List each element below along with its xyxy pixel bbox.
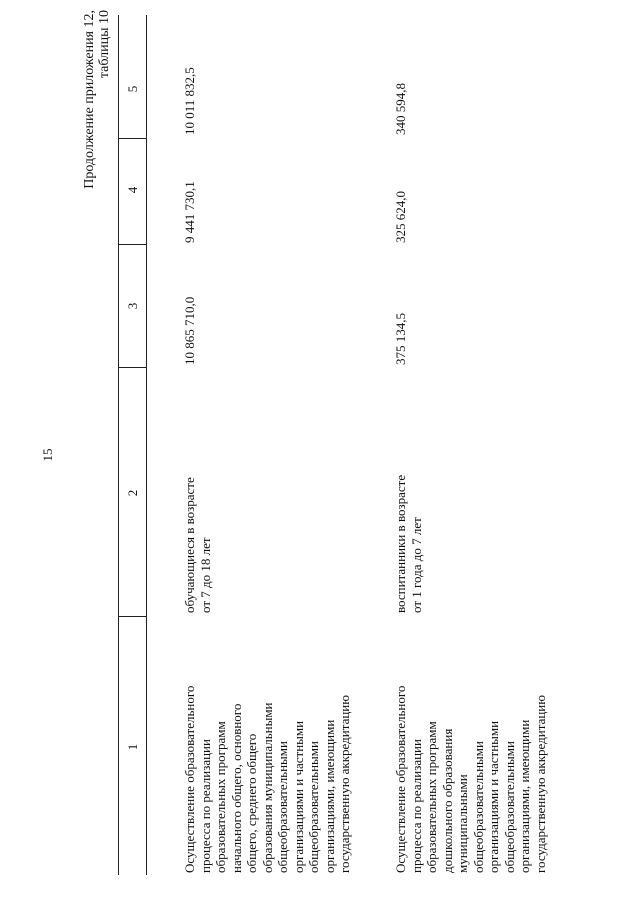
row-2-activity-line: образовательных программ [424, 721, 439, 873]
continuation-line-1: Продолжение приложения 12, [82, 10, 97, 189]
row-2-col5-value: 340 594,8 [393, 83, 408, 135]
header-separator-4 [118, 138, 146, 139]
row-1-activity-line: государственную аккредитацию [337, 695, 352, 873]
row-1-activity-line: начального общего, основного [228, 703, 244, 873]
continuation-header [82, 10, 112, 250]
row-1-recipients [182, 373, 213, 613]
row-2-recipients-line: воспитанники в возрасте [393, 474, 408, 613]
row-2-activity-line: дошкольного образования [439, 728, 455, 873]
row-2-activity-line: процесса по реализации [408, 739, 424, 873]
row-2-activity-line: организациями и частными [486, 720, 501, 873]
header-separator-1 [118, 616, 146, 617]
row-1-activity-line: организациями и частными [290, 720, 306, 873]
row-1-activity-line: Осуществление образовательного [182, 685, 197, 873]
row-1-activity-line: общего, среднего общего [244, 733, 259, 873]
column-number-4: 4 [125, 186, 140, 194]
row-2-col4-value: 325 624,0 [393, 191, 408, 243]
row-1-activity-line: процесса по реализации [197, 739, 213, 873]
continuation-line-2: таблицы 10 [97, 10, 112, 79]
row-1-col5-value: 10 011 832,5 [182, 67, 197, 135]
table-header-rule [146, 15, 147, 875]
row-2-recipients [393, 373, 424, 613]
column-number-3: 3 [125, 302, 140, 310]
column-number-1: 1 [125, 743, 140, 751]
row-2-col3-value: 375 134,5 [393, 313, 408, 365]
row-1-activity [182, 623, 353, 873]
row-1-activity-line: образовательных программ [213, 721, 228, 873]
column-number-5: 5 [125, 85, 140, 93]
table-top-rule [118, 15, 119, 875]
row-1-recipients-line: обучающиеся в возрасте [182, 477, 197, 613]
row-2-activity-line: муниципальными [455, 774, 470, 873]
row-2-activity-line: организациями, имеющими [517, 719, 532, 873]
row-2-activity [393, 623, 548, 873]
row-1-recipients-line: от 7 до 18 лет [197, 537, 213, 613]
column-number-2: 2 [125, 489, 140, 497]
row-2-activity-line: Осуществление образовательного [393, 685, 408, 873]
row-2-activity-line: общеобразовательными [501, 741, 517, 873]
row-1-activity-line: образования муниципальными [259, 702, 275, 873]
row-2-activity-line: государственную аккредитацию [532, 695, 548, 873]
row-1-activity-line: организациями, имеющими [321, 719, 337, 873]
row-2-recipients-line: от 1 года до 7 лет [408, 517, 424, 613]
header-separator-2 [118, 367, 146, 368]
row-1-col4-value: 9 441 730,1 [182, 181, 197, 243]
header-separator-3 [118, 244, 146, 245]
row-1-activity-line: общеобразовательными [306, 741, 321, 873]
page-number: 15 [40, 448, 55, 462]
row-1-col3-value: 10 865 710,0 [182, 296, 197, 365]
row-2-activity-line: общеобразовательными [470, 741, 486, 873]
row-1-activity-line: общеобразовательными [275, 741, 290, 873]
